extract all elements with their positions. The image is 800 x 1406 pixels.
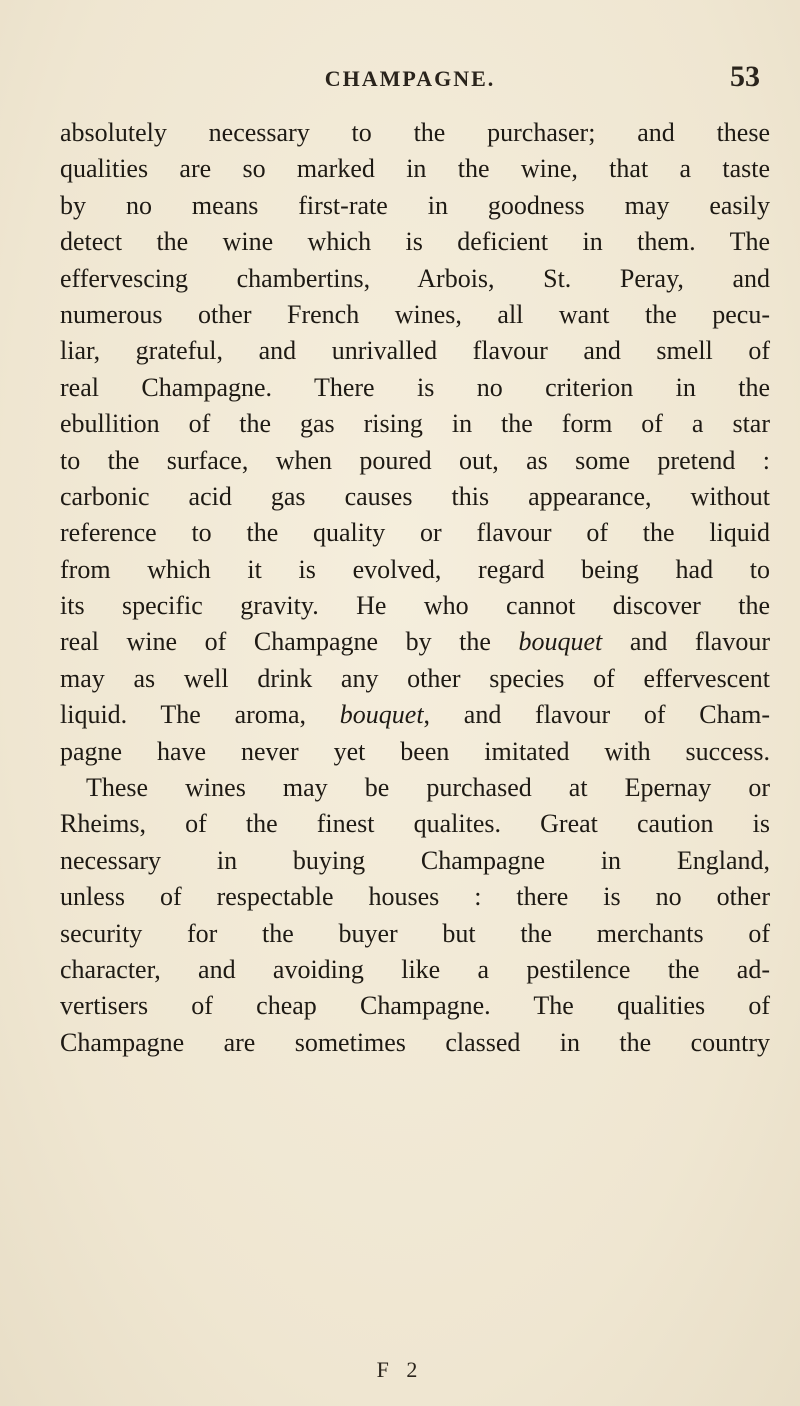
- text-line: to the surface, when poured out, as some pretend :: [60, 445, 770, 475]
- text-line: qualities are so marked in the wine, that a taste: [60, 154, 770, 184]
- text-line: unless of respectable houses : there is no other: [60, 882, 770, 912]
- text-line: its specific gravity. He who cannot discover the: [60, 591, 770, 621]
- text-fragment: real wine of Champagne by the: [60, 627, 519, 657]
- text-line: [60, 697, 770, 733]
- signature-mark: F 2: [376, 1357, 424, 1382]
- text-line: pagne have never yet been imitated with success.: [60, 736, 770, 766]
- text-line: real Champagne. There is no criterion in the: [60, 372, 770, 402]
- text-line: detect the wine which is deficient in them. The: [60, 227, 770, 257]
- text-line: Champagne are sometimes classed in the country: [60, 1027, 770, 1057]
- text-fragment: and flavour: [602, 627, 770, 657]
- text-line: carbonic acid gas causes this appearance, without: [60, 481, 770, 511]
- text-line: numerous other French wines, all want the pecu-: [60, 299, 770, 329]
- text-line: from which it is evolved, regard being had to: [60, 554, 770, 584]
- italic-term: bouquet: [518, 627, 603, 657]
- text-line: ebullition of the gas rising in the form of a star: [60, 409, 770, 439]
- text-line: absolutely necessary to the purchaser; and these: [60, 118, 770, 147]
- text-line: vertisers of cheap Champagne. The qualities of: [60, 991, 770, 1021]
- italic-term: bouquet: [339, 700, 424, 730]
- text-line: Rheims, of the finest qualites. Great caution is: [60, 809, 770, 839]
- text-line: [60, 624, 770, 660]
- text-line: effervescing chambertins, Arbois, St. Peray, and: [60, 263, 770, 293]
- text-line: security for the buyer but the merchants of: [60, 918, 770, 948]
- running-title: CHAMPAGNE.: [324, 66, 496, 91]
- text-line: may as well drink any other species of effervescent: [60, 663, 770, 693]
- running-head: [60, 60, 760, 100]
- text-line: reference to the quality or flavour of the liquid: [60, 518, 770, 548]
- body-text: [60, 115, 770, 1061]
- text-line: liar, grateful, and unrivalled flavour and smell of: [60, 336, 770, 366]
- text-line: These wines may be purchased at Epernay or: [86, 773, 770, 803]
- text-fragment: liquid. The aroma,: [60, 700, 340, 730]
- text-line: by no means first-rate in goodness may easily: [60, 190, 770, 220]
- text-line: necessary in buying Champagne in England,: [60, 845, 770, 875]
- text-fragment: , and flavour of Cham-: [423, 700, 770, 730]
- page-number: 53: [730, 60, 760, 93]
- text-line: character, and avoiding like a pestilence the ad-: [60, 954, 770, 984]
